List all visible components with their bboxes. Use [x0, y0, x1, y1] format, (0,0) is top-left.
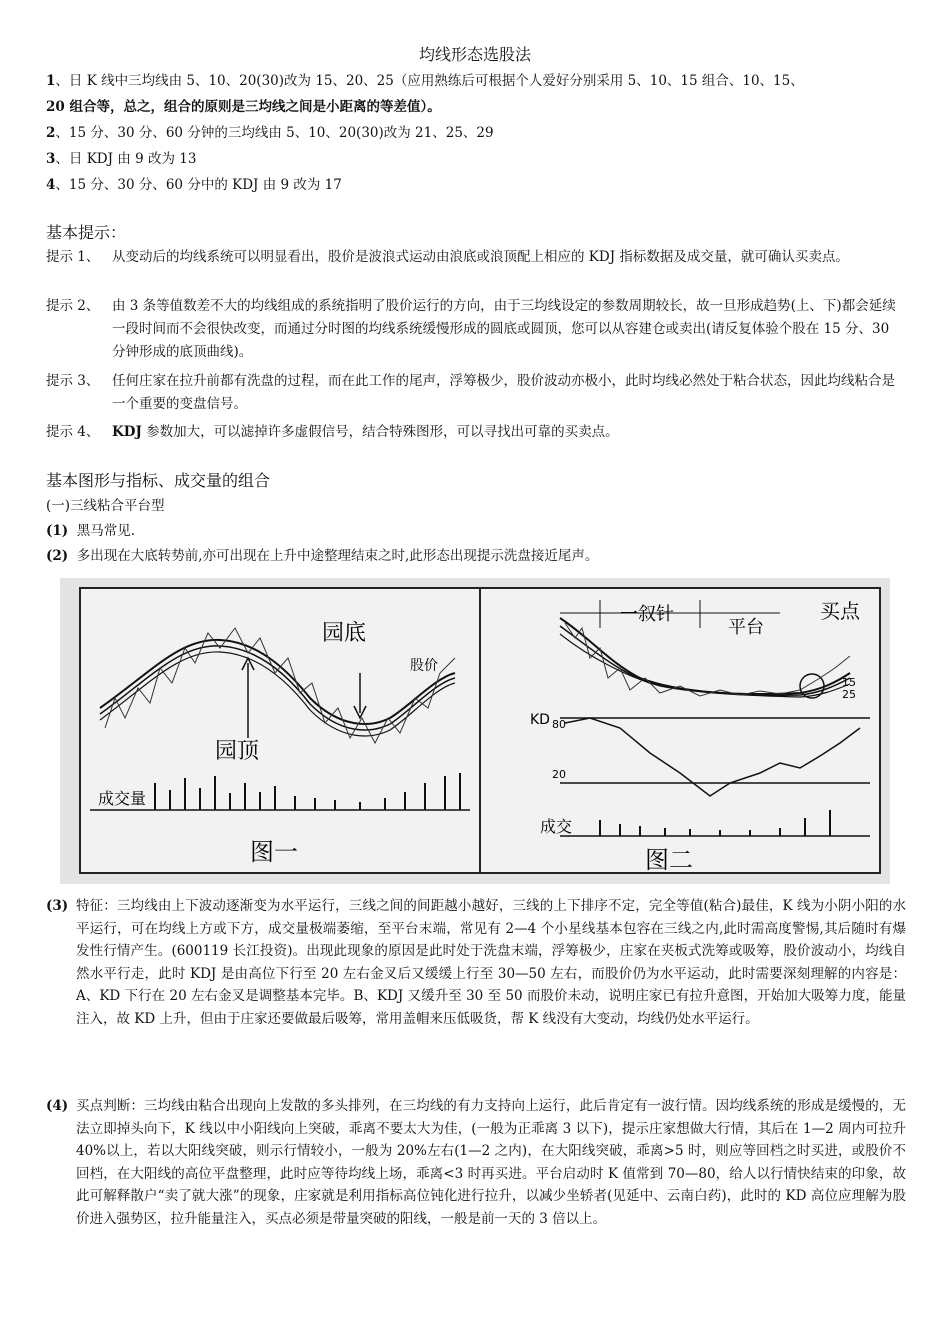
label-ma25: 25: [842, 688, 856, 701]
rule-text: 、15 分、30 分、60 分钟的三均线由 5、10、20(30)改为 21、25、29: [55, 125, 494, 141]
tip-3: [46, 370, 906, 416]
tip-text-rest: 参数加大，可以滤掉许多虚假信号，结合特殊图形，可以寻找出可靠的买卖点。: [141, 424, 619, 440]
tip-text: [46, 421, 906, 444]
tip-label: 提示 4、: [46, 424, 100, 440]
hand-drawn-figure: [60, 578, 890, 884]
label-volume-2: 成交: [540, 817, 573, 836]
tip-text: 由 3 条等值数差不大的均线组成的系统指明了股价运行的方向，由于三均线设定的参数周期较长，故一旦形成趋势(上、下)都会延续一段时间而不会很快改变，而通过分时图的均线系统缓慢形成的圆底或圆顶，您可以从容建仓或卖出(请反复体验个股在 15 分、30 分钟形成的底顶曲线)。: [112, 298, 896, 360]
rule-num: 1: [46, 73, 56, 89]
caption-fig2: 图二: [645, 846, 693, 874]
rule-line-1: [46, 70, 906, 92]
item-num: (3): [46, 898, 69, 914]
sub-heading: (一)三线粘合平台型: [46, 498, 165, 514]
item-num: (1): [46, 523, 69, 539]
item-3: [46, 895, 906, 1030]
item-4: [46, 1095, 906, 1230]
rule-num: 3: [46, 151, 56, 167]
label-round-bottom: 园底: [322, 621, 367, 646]
combo-heading: 基本图形与指标、成交量的组合: [46, 471, 271, 490]
label-price: 股价: [410, 658, 438, 674]
page-title: 均线形态选股法: [418, 45, 531, 64]
item-text: 特征：三均线由上下波动逐渐变为水平运行，三线之间的间距越小越好，三线的上下排序不定，完全等值(粘合)最佳，K 线为小阴小阳的水平运行，可在均线上方或下方，成交量极端萎缩，至平台末端，常见有 2—4 个小星线基本包容在三线之内,此时需高度警惕,其后随时有爆发性行情产生。(600119 长江投资)。出现此现象的原因是此时处于洗盘末端，浮筹极少，庄家在夹板式洗筹或吸筹，股价波动小，均线自然水平行走，此时 KDJ 是由高位下行至 20 左右金叉后又缓缓上行至 30—50 左右，而股价仍为水平运动，此时需要深刻理解的内容是：A、KD 下行在 20 左右金叉是调整基本完毕。B、KDJ 又缓升至 30 至 50 而股价未动，说明庄家已有拉升意图，开始加大吸筹力度，能量注入，故 KD 上升，但由于庄家还要做最后吸筹，常用盖帽来压低吸货，帮 K 线没有大变动，均线仍处水平运行。: [76, 898, 906, 1027]
label-kd-80: 80: [552, 718, 566, 731]
item-text: 黑马常见.: [76, 523, 136, 539]
rule-line-2: [46, 122, 906, 144]
tip-label: 提示 3、: [46, 373, 100, 389]
label-volume-1: 成交量: [98, 789, 147, 808]
label-round-top: 园顶: [215, 739, 260, 764]
tip-4: [46, 421, 906, 444]
caption-fig1: 图一: [250, 838, 298, 866]
label-buy-point: 买点: [820, 599, 860, 623]
rule-text: 20 组合等，总之，组合的原则是三均线之间是小距离的等差值）。: [46, 99, 441, 115]
tip-bold: KDJ: [112, 424, 142, 440]
label-needle: 一叙针: [620, 604, 674, 625]
rule-text: 、日 KDJ 由 9 改为 13: [55, 151, 197, 167]
label-platform: 平台: [728, 617, 764, 638]
rule-num: 4: [46, 177, 56, 193]
label-kd-20: 20: [552, 768, 566, 781]
tip-label: 提示 1、: [46, 249, 100, 265]
rule-text: 、15 分、30 分、60 分中的 KDJ 由 9 改为 17: [55, 177, 342, 193]
label-ma15: 15: [842, 676, 856, 689]
item-2: [46, 545, 906, 567]
item-1: [46, 520, 906, 542]
rule-line-1b: [46, 96, 906, 118]
rule-line-3: [46, 148, 906, 170]
tip-1: [46, 246, 906, 269]
tip-text: 任何庄家在拉升前都有洗盘的过程，而在此工作的尾声，浮筹极少，股价波动亦极小，此时均线必然处于粘合状态，因此均线粘合是一个重要的变盘信号。: [112, 373, 895, 412]
item-num: (2): [46, 548, 69, 564]
rule-text: 、日 K 线中三均线由 5、10、20(30)改为 15、20、25（应用熟练后可根据个人爱好分别采用 5、10、15 组合、10、15、: [55, 73, 804, 89]
rule-line-4: [46, 174, 906, 196]
item-text: 买点判断：三均线由粘合出现向上发散的多头排列，在三均线的有力支持向上运行，此后肯定有一波行情。因均线系统的形成是缓慢的，无法立即掉头向下，K 线以中小阳线向上突破，乖离不要太大为佳，(一般为正乖离 3 以下)，提示庄家想做大行情，其后在 1—2 周内可拉升 40%以上，若以大阳线突破，则示行情较小，一般为 20%左右(1—2 之内)，在大阳线突破，乖离>5 时，则应等回档之时买进，或股价不回档，在大阳线的高位平盘整理，此时应等待均线上场，乖离<3 时再买进。平台启动时 K 值常到 70—80，给人以行情快结束的印象，故此可解释散户“卖了就大涨”的现象，庄家就是利用指标高位钝化进行拉升，以减少坐轿者(见延中、云南白药)，此时的 KD 高位应理解为股价进入强势区，拉升能量注入，买点必须是带量突破的阳线，一般是前一天的 3 倍以上。: [76, 1098, 906, 1227]
tip-text: 从变动后的均线系统可以明显看出，股价是波浪式运动由浪底或浪顶配上相应的 KDJ 指标数据及成交量，就可确认买卖点。: [112, 249, 849, 265]
label-kd: KD: [530, 712, 550, 728]
tip-2: [46, 295, 906, 364]
figure-svg: [60, 578, 890, 884]
rule-num: 2: [46, 125, 56, 141]
item-num: (4): [46, 1098, 69, 1114]
tip-label: 提示 2、: [46, 298, 100, 314]
item-text: 多出现在大底转势前,亦可出现在上升中途整理结束之时,此形态出现提示洗盘接近尾声。: [76, 548, 599, 564]
tips-heading: 基本提示：: [46, 223, 127, 242]
